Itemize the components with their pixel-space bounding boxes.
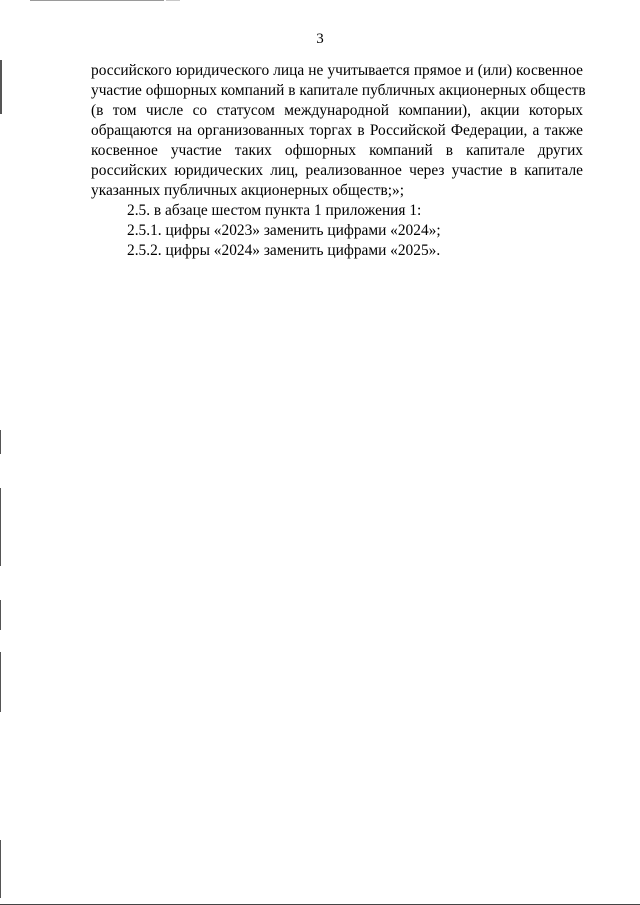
scan-artifact-left-mark	[0, 600, 1, 630]
paragraph-line: (в том числе со статусом международной компании), акции которых	[91, 102, 583, 119]
item-2-5: 2.5. в абзаце шестом пункта 1 приложения 1:	[127, 202, 422, 219]
paragraph-line: обращаются на организованных торгах в Российской Федерации, а также	[91, 122, 583, 139]
scan-artifact-left-mark	[0, 488, 1, 566]
item-2-5-2: 2.5.2. цифры «2024» заменить цифрами «2025».	[127, 242, 441, 259]
paragraph-line: российских юридических лиц, реализованное через участие в капитале	[91, 162, 583, 179]
paragraph-line: участие офшорных компаний в капитале публичных акционерных обществ	[91, 82, 586, 99]
scan-artifact-left-mark	[0, 652, 1, 712]
paragraph-line-last: указанных публичных акционерных обществ;»;	[91, 182, 405, 199]
scan-artifact-top-line-faint	[166, 0, 180, 1]
paragraph-line: косвенное участие таких офшорных компаний в капитале других	[91, 142, 583, 159]
item-2-5-1: 2.5.1. цифры «2023» заменить цифрами «2024»;	[127, 222, 441, 239]
scan-artifact-left-mark	[0, 430, 1, 454]
page-number: 3	[316, 31, 324, 47]
scan-artifact-top-line	[30, 0, 164, 1]
paragraph-line: российского юридического лица не учитывается прямое и (или) косвенное	[91, 62, 583, 79]
scan-artifact-left-mark	[0, 60, 2, 114]
body-text	[91, 61, 586, 261]
scan-artifact-left-mark	[0, 840, 1, 898]
